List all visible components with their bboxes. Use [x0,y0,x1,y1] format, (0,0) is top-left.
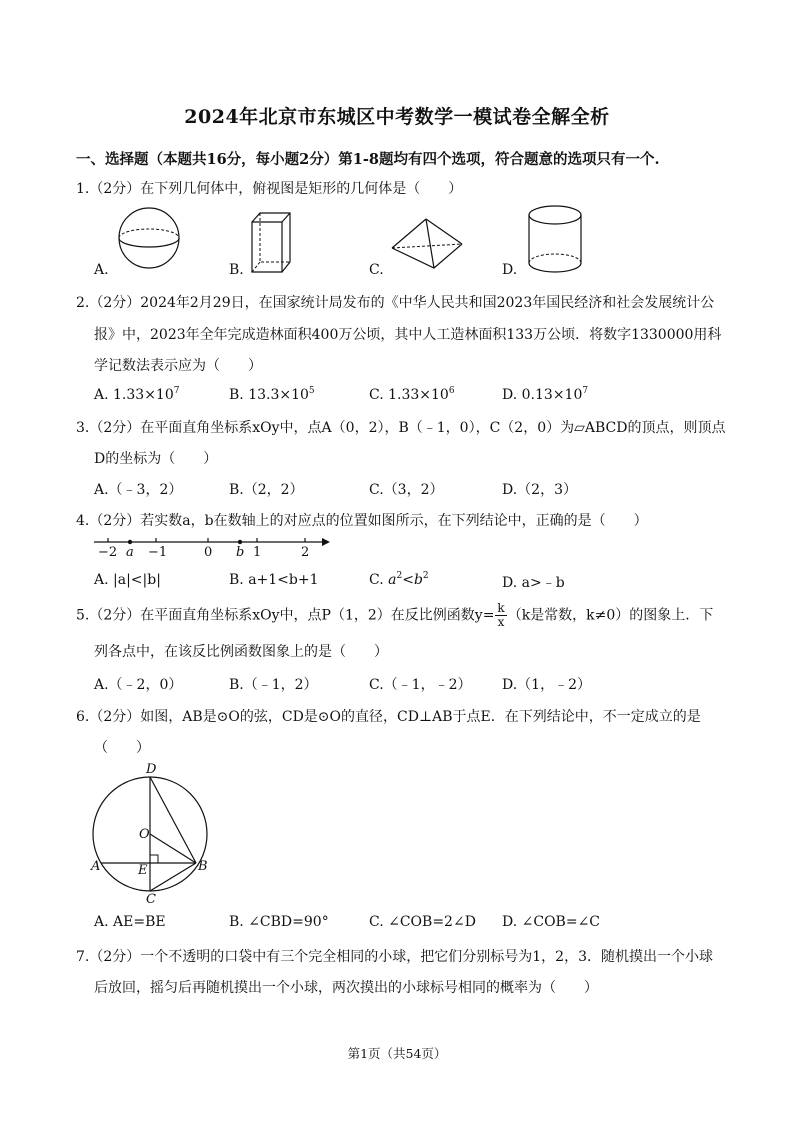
question-5-line-2: 列各点中，在该反比例函数图象上的是（ ） [94,644,388,660]
q4-option-c: C. $a^2<b^2$ [369,571,429,588]
q1-option-c: C. [369,262,384,278]
q4-option-a: A. |a|<|b| [94,572,161,588]
axis-label: b [236,545,245,560]
rectangular-prism-icon [248,210,296,276]
axis-label: −2 [98,545,118,560]
question-3-line-1: 3.（2分）在平面直角坐标系xOy中，点A（0，2），B（﹣1，0），C（2，0）为▱ABCD的顶点，则顶点 [76,420,726,436]
question-2-line-1: 2.（2分）2024年2月29日，在国家统计局发布的《中华人民共和国2023年国民经济和社会发展统计公 [76,295,715,311]
axis-label: −1 [148,545,168,560]
figure-label: B [198,859,208,874]
q1-option-a: A. [94,262,109,278]
question-2-line-2: 报》中，2023年全年完成造林面积400万公顷，其中人工造林面积133万公顷．将数字1330000用科 [94,327,722,343]
question-1-stem: 1.（2分）在下列几何体中，俯视图是矩形的几何体是（ ） [76,181,463,197]
number-line-figure [92,530,332,560]
question-7-line-1: 7.（2分）一个不透明的口袋中有三个完全相同的小球，把它们分别标号为1，2，3．随机摸出一个小球 [76,949,713,965]
axis-label: 0 [204,545,213,560]
cylinder-icon [526,203,584,275]
q1-option-b: B. [229,262,244,278]
figure-label: A [91,859,101,874]
q3-option-a: A.（﹣3，2） [94,482,183,498]
pyramid-icon [388,216,468,272]
axis-label: 1 [253,545,262,560]
figure-label: D [146,762,157,777]
q3-option-d: D.（2，3） [502,482,577,498]
axis-label: 2 [301,545,310,560]
q1-option-d: D. [502,262,518,278]
q5-option-c: C.（﹣1，﹣2） [369,677,472,693]
fraction-k-over-x: $\frac{k}{x}$ [497,601,505,629]
q6-option-d: D. ∠COB=∠C [502,914,601,930]
q4-option-d: D. a>﹣b [502,575,565,591]
axis-label: a [126,545,134,560]
question-4-stem: 4.（2分）若实数a，b在数轴上的对应点的位置如图所示，在下列结论中，正确的是（ ） [76,513,648,529]
q4-option-b: B. a+1<b+1 [229,572,319,588]
figure-label: C [146,892,156,904]
figure-label: O [139,827,150,842]
question-5-line-1: 5.（2分）在平面直角坐标系xOy中，点P（1，2）在反比例函数y= $\frac{k}{x}$ （k是常数，k≠0）的图象上．下 [76,601,714,629]
page-title: 2024年北京市东城区中考数学一模试卷全解全析 [184,106,610,128]
question-6-line-1: 6.（2分）如图，AB是⊙O的弦，CD是⊙O的直径，CD⊥AB于点E．在下列结论中，不一定成立的是 [76,709,701,725]
q6-option-c: C. ∠COB=2∠D [369,914,476,930]
q5-option-a: A.（﹣2，0） [94,677,183,693]
question-6-line-2: （ ） [94,740,150,756]
q2-option-d: D. $0.13\times 10^7$ [502,386,589,403]
q3-option-c: C.（3，2） [369,482,444,498]
q2-option-b: B. $13.3\times 10^5$ [229,386,315,403]
q2-option-a: A. $1.33\times 10^7$ [94,386,180,403]
q2-option-c: C. $1.33\times 10^6$ [369,386,455,403]
sphere-icon [116,205,182,271]
page-footer: 第1页（共54页） [347,1046,447,1061]
question-7-line-2: 后放回，摇匀后再随机摸出一个小球，两次摸出的小球标号相同的概率为（ ） [94,980,598,996]
q6-option-a: A. AE=BE [94,914,166,930]
section-heading: 一、选择题（本题共16分，每小题2分）第1-8题均有四个选项，符合题意的选项只有一个. [76,151,660,168]
question-2-line-3: 学记数法表示应为（ ） [94,358,262,374]
q3-option-b: B.（2，2） [229,482,304,498]
question-3-line-2: D的坐标为（ ） [94,451,218,467]
circle-geometry-figure [90,762,220,904]
q5-option-b: B.（﹣1，2） [229,677,318,693]
q5-option-d: D.（1，﹣2） [502,677,591,693]
q6-option-b: B. ∠CBD=90° [229,914,329,930]
figure-label: E [138,863,148,878]
